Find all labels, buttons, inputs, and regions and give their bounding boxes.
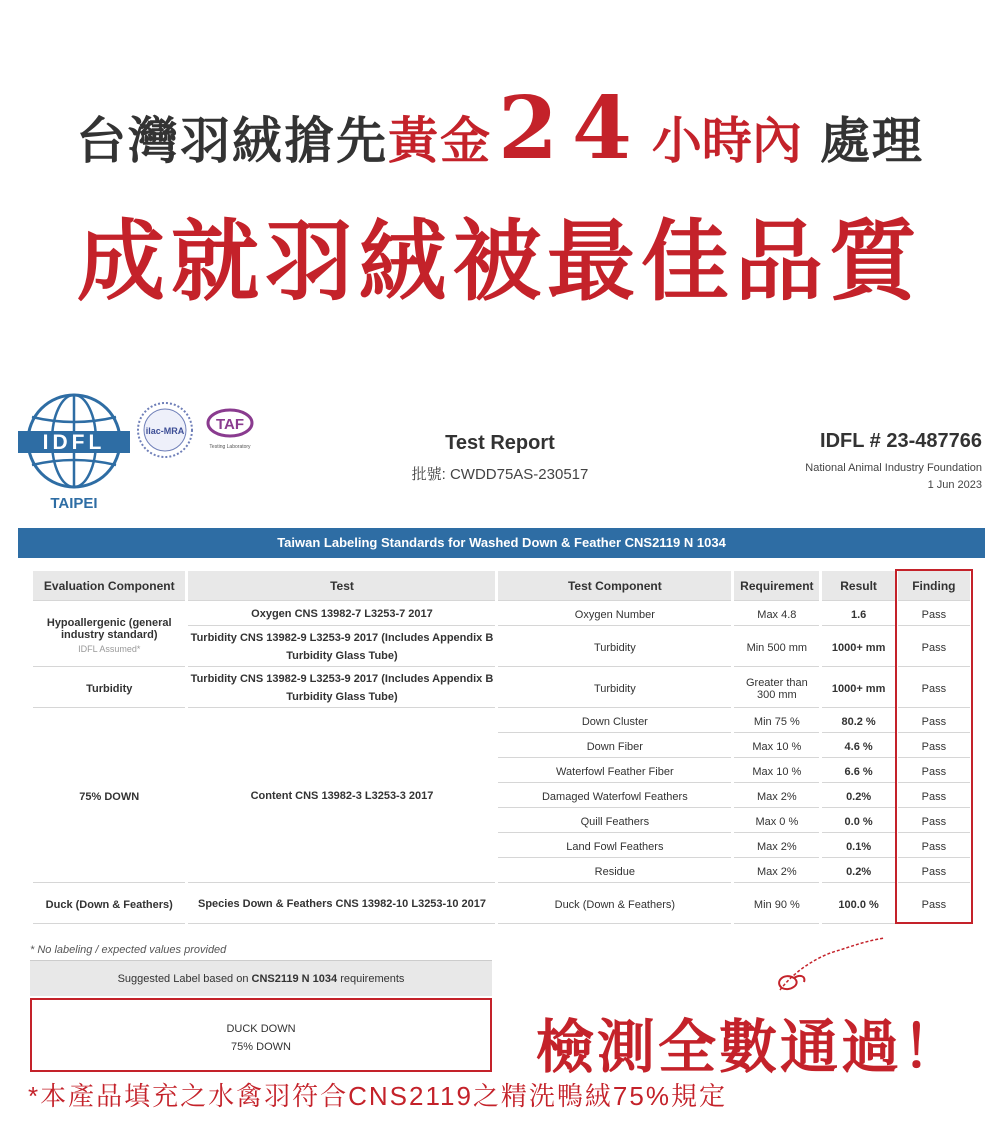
requirement-cell: Max 10 % (734, 761, 819, 783)
component-duck: Duck (Down & Feathers) (33, 886, 185, 924)
result-cell: 1.6 (822, 604, 894, 626)
finding-cell: Pass (898, 629, 970, 667)
component-hypoallergenic-label: Hypoallergenic (general industry standard) (46, 616, 172, 641)
test-component-cell: Down Cluster (498, 711, 731, 733)
header-result: Result (822, 571, 894, 601)
test-component-cell: Turbidity (498, 670, 731, 708)
finding-cell: Pass (898, 836, 970, 858)
result-cell: 1000+ mm (822, 629, 894, 667)
headline1-part-a: 台灣羽絨搶先 (76, 111, 389, 170)
test-component-cell: Residue (498, 861, 731, 883)
requirement-cell: Max 2% (734, 836, 819, 858)
ilac-mra-logo (136, 401, 194, 459)
finding-cell: Pass (898, 761, 970, 783)
finding-cell: Pass (898, 861, 970, 883)
headline-line1 (0, 78, 1000, 179)
result-cell: 0.0 % (822, 811, 894, 833)
result-cell: 0.2% (822, 861, 894, 883)
headline1-number: 24 (498, 78, 646, 179)
taf-logo-text: TAF (215, 416, 245, 433)
idfl-report-number: IDFL # 23-487766 (820, 430, 982, 452)
product-compliance-note: *本產品填充之水禽羽符合CNS2119之精洗鴨絨75%規定 (28, 1081, 727, 1111)
taf-logo-sub: Testing Laboratory (209, 444, 251, 450)
header-finding: Finding (898, 571, 970, 601)
test-cell: Species Down & Feathers CNS 13982-10 L3253-10 2017 (188, 886, 495, 924)
test-component-cell: Down Fiber (498, 736, 731, 758)
test-component-cell: Oxygen Number (498, 604, 731, 626)
finding-cell: Pass (898, 886, 970, 924)
suggested-label-line2: 75% DOWN (231, 1041, 291, 1053)
result-cell: 100.0 % (822, 886, 894, 924)
test-component-cell: Turbidity (498, 629, 731, 667)
result-cell: 80.2 % (822, 711, 894, 733)
headline-line2: 成就羽絨被最佳品質 (76, 209, 923, 313)
table-row (33, 670, 970, 708)
test-cell: Turbidity CNS 13982-9 L3253-9 2017 (Includes Appendix B Turbidity Glass Tube) (188, 670, 495, 708)
requirement-cell: Max 10 % (734, 736, 819, 758)
finding-cell: Pass (898, 736, 970, 758)
requirement-cell: Greater than 300 mm (734, 670, 819, 708)
table-row (33, 604, 970, 626)
all-tests-passed-banner: 檢測全數通過！ (536, 1013, 964, 1081)
header-test-component: Test Component (498, 571, 731, 601)
component-hypoallergenic-sub: IDFL Assumed* (78, 643, 141, 654)
requirement-cell: Max 2% (734, 786, 819, 808)
suggested-label-header (30, 960, 492, 996)
result-cell: 0.1% (822, 836, 894, 858)
result-cell: 0.2% (822, 786, 894, 808)
suggested-label-standard: CNS2119 N 1034 (251, 973, 338, 985)
test-cell: Content CNS 13982-3 L3253-3 2017 (188, 711, 495, 883)
test-cell: Oxygen CNS 13982-7 L3253-7 2017 (188, 604, 495, 626)
finding-cell: Pass (898, 604, 970, 626)
test-component-cell: Quill Feathers (498, 811, 731, 833)
signature-scribble (760, 930, 890, 1000)
headline1-part-b: 黃金 (388, 111, 493, 170)
test-component-cell: Duck (Down & Feathers) (498, 886, 731, 924)
suggested-label-box (30, 998, 492, 1072)
idfl-logo-city: TAIPEI (50, 495, 98, 512)
test-component-cell: Damaged Waterfowl Feathers (498, 786, 731, 808)
table-row (33, 711, 970, 733)
idfl-logo-text: IDFL (42, 431, 106, 454)
requirement-cell: Min 75 % (734, 711, 819, 733)
finding-cell: Pass (898, 811, 970, 833)
footnote: * No labeling / expected values provided (30, 944, 227, 956)
test-results-table (30, 568, 973, 927)
finding-cell: Pass (898, 711, 970, 733)
test-component-cell: Land Fowl Feathers (498, 836, 731, 858)
batch-number: 批號: CWDD75AS-230517 (411, 466, 589, 483)
header-requirement: Requirement (734, 571, 819, 601)
result-cell: 1000+ mm (822, 670, 894, 708)
finding-cell: Pass (898, 786, 970, 808)
component-75-down: 75% DOWN (33, 711, 185, 883)
test-cell: Turbidity CNS 13982-9 L3253-9 2017 (Includes Appendix B Turbidity Glass Tube) (188, 629, 495, 667)
client-name: National Animal Industry Foundation (805, 462, 982, 474)
idfl-taipei-logo (18, 393, 130, 513)
component-hypoallergenic (33, 604, 185, 667)
requirement-cell: Max 4.8 (734, 604, 819, 626)
result-cell: 4.6 % (822, 736, 894, 758)
suggested-label-prefix: Suggested Label based on (117, 973, 252, 985)
result-cell: 6.6 % (822, 761, 894, 783)
requirement-cell: Min 90 % (734, 886, 819, 924)
standards-banner: Taiwan Labeling Standards for Washed Down & Feather CNS2119 N 1034 (18, 528, 985, 558)
requirement-cell: Min 500 mm (734, 629, 819, 667)
test-component-cell: Waterfowl Feather Fiber (498, 761, 731, 783)
report-title: Test Report (445, 432, 555, 454)
ilac-logo-text: ilac-MRA (145, 426, 185, 436)
requirement-cell: Max 2% (734, 861, 819, 883)
table-row (33, 886, 970, 924)
finding-cell: Pass (898, 670, 970, 708)
headline1-part-d: 處理 (819, 111, 924, 170)
suggested-label-suffix: requirements (337, 973, 405, 985)
suggested-label-line1: DUCK DOWN (226, 1023, 296, 1035)
headline1-part-c: 小時內 (651, 111, 802, 170)
header-test: Test (188, 571, 495, 601)
taf-logo (200, 405, 260, 457)
table-header-row (33, 571, 970, 601)
requirement-cell: Max 0 % (734, 811, 819, 833)
header-evaluation-component: Evaluation Component (33, 571, 185, 601)
component-turbidity: Turbidity (33, 670, 185, 708)
report-date: 1 Jun 2023 (927, 479, 982, 491)
